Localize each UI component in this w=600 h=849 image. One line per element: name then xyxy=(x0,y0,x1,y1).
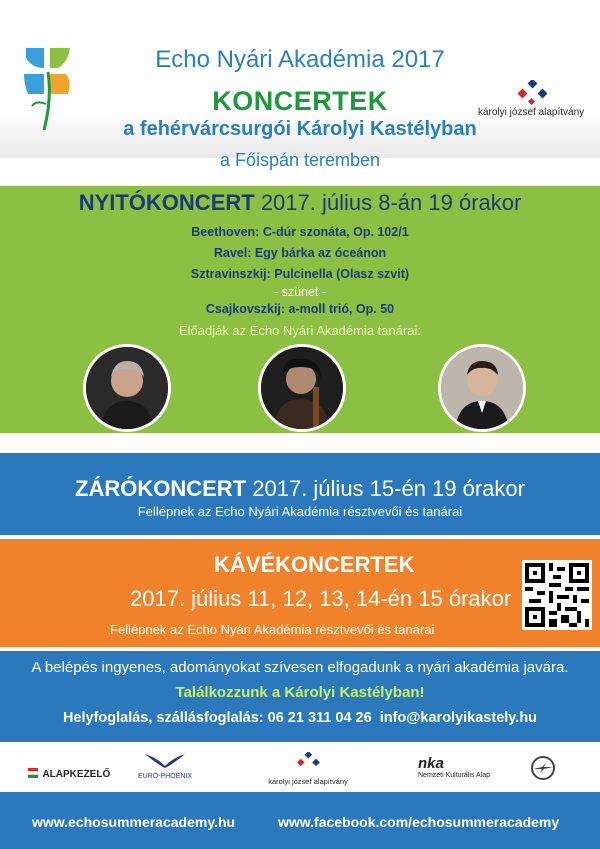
page-title: KONCERTEK xyxy=(212,86,388,116)
sponsor-logo-text: EURO-PHOENIX xyxy=(138,773,193,780)
performer-caption xyxy=(412,433,556,445)
performer-name: Kováts Péter xyxy=(34,433,102,445)
coffee-concert-subtitle: Fellépnek az Echo Nyári Akadémia résztvevői és tanárai xyxy=(110,622,435,637)
performer-role: hegedűművész xyxy=(104,433,179,445)
person-icon xyxy=(261,347,343,429)
performer-caption xyxy=(34,433,179,445)
performer-name: Varga István xyxy=(232,433,297,445)
sponsor-logo xyxy=(418,755,490,779)
venue-title: a fehérvárcsurgói Károlyi Kastélyban xyxy=(123,118,477,140)
divider xyxy=(0,449,600,453)
performer-name: Fülei Balázs xyxy=(412,433,476,445)
closing-concert-name: ZÁRÓKONCERT xyxy=(75,476,247,501)
closing-concert-subtitle: Fellépnek az Echo Nyári Akadémia résztvevői és tanárai xyxy=(137,504,463,519)
sponsor-logo-text: ALAPKEZELŐ xyxy=(42,769,111,780)
foundation-logo-icon xyxy=(515,80,549,106)
entry-info: A belépés ingyenes, adományokat szívesen elfogadunk a nyári akadémia javára. xyxy=(31,659,569,676)
performer-portrait xyxy=(438,344,526,432)
program-item: Sztravinszkij: Pulcinella (Olasz szvit) xyxy=(190,267,410,281)
sponsor-logo-text: károlyi józsef alapítvány xyxy=(268,777,348,786)
facebook-link[interactable]: www.facebook.com/echosummeracademy xyxy=(278,814,560,830)
booking-contact: Helyfoglalás, szállásfoglalás: 06 21 311 04 26 info@karolyikastely.hu xyxy=(62,710,538,726)
sponsor-logo-text: Nemzeti Kulturális Alap xyxy=(418,772,490,779)
performer-role: gordonkaművész xyxy=(299,433,384,445)
foundation-logo-icon xyxy=(295,752,321,772)
opel-logo-icon xyxy=(530,755,556,781)
sponsor-logo xyxy=(28,764,110,782)
flag-icon xyxy=(28,768,38,778)
qr-code-icon xyxy=(525,563,589,627)
program-intermission: - szünet - xyxy=(273,285,327,299)
performer-portrait xyxy=(258,344,346,432)
phoenix-wings-icon xyxy=(143,752,187,768)
sponsor-logo xyxy=(138,752,192,780)
sponsor-logo xyxy=(253,752,363,786)
coffee-concert-date: 2017. július 11, 12, 13, 14-én 15 órakor xyxy=(130,586,512,611)
performer-role: zongoraművész xyxy=(478,433,557,445)
performer-caption xyxy=(232,433,384,445)
opening-concert-date: 2017. július 8-án 19 órakor xyxy=(260,190,522,215)
performers-intro: Előadják az Echo Nyári Akadémia tanárai: xyxy=(178,323,422,338)
foundation-logo-text: károlyi józsef alapítvány xyxy=(478,107,585,118)
room-title: a Főispán teremben xyxy=(219,150,381,170)
opening-concert-name: NYITÓKONCERT xyxy=(78,190,255,215)
closing-concert-heading xyxy=(0,476,600,502)
program-item: Csajkovszkij: a-moll trió, Op. 50 xyxy=(205,302,395,316)
closing-concert-date: 2017. július 15-én 19 órakor xyxy=(252,476,525,501)
academy-title: Echo Nyári Akadémia 2017 xyxy=(155,46,445,73)
person-icon xyxy=(86,347,168,429)
coffee-concert-name: KÁVÉKONCERTEK xyxy=(214,552,415,577)
performer-portrait xyxy=(83,344,171,432)
nka-logo-mark: nka xyxy=(418,755,444,772)
opening-concert-heading xyxy=(0,190,600,216)
opening-program xyxy=(0,222,600,341)
program-item: Ravel: Egy bárka az óceánon xyxy=(213,246,387,260)
qr-code[interactable] xyxy=(522,560,592,630)
program-item: Beethoven: C-dúr szonáta, Op. 102/1 xyxy=(191,225,409,239)
meet-slogan: Találkozzunk a Károlyi Kastélyban! xyxy=(175,684,425,701)
website-link[interactable]: www.echosummeracademy.hu xyxy=(32,814,236,830)
person-icon xyxy=(441,347,523,429)
